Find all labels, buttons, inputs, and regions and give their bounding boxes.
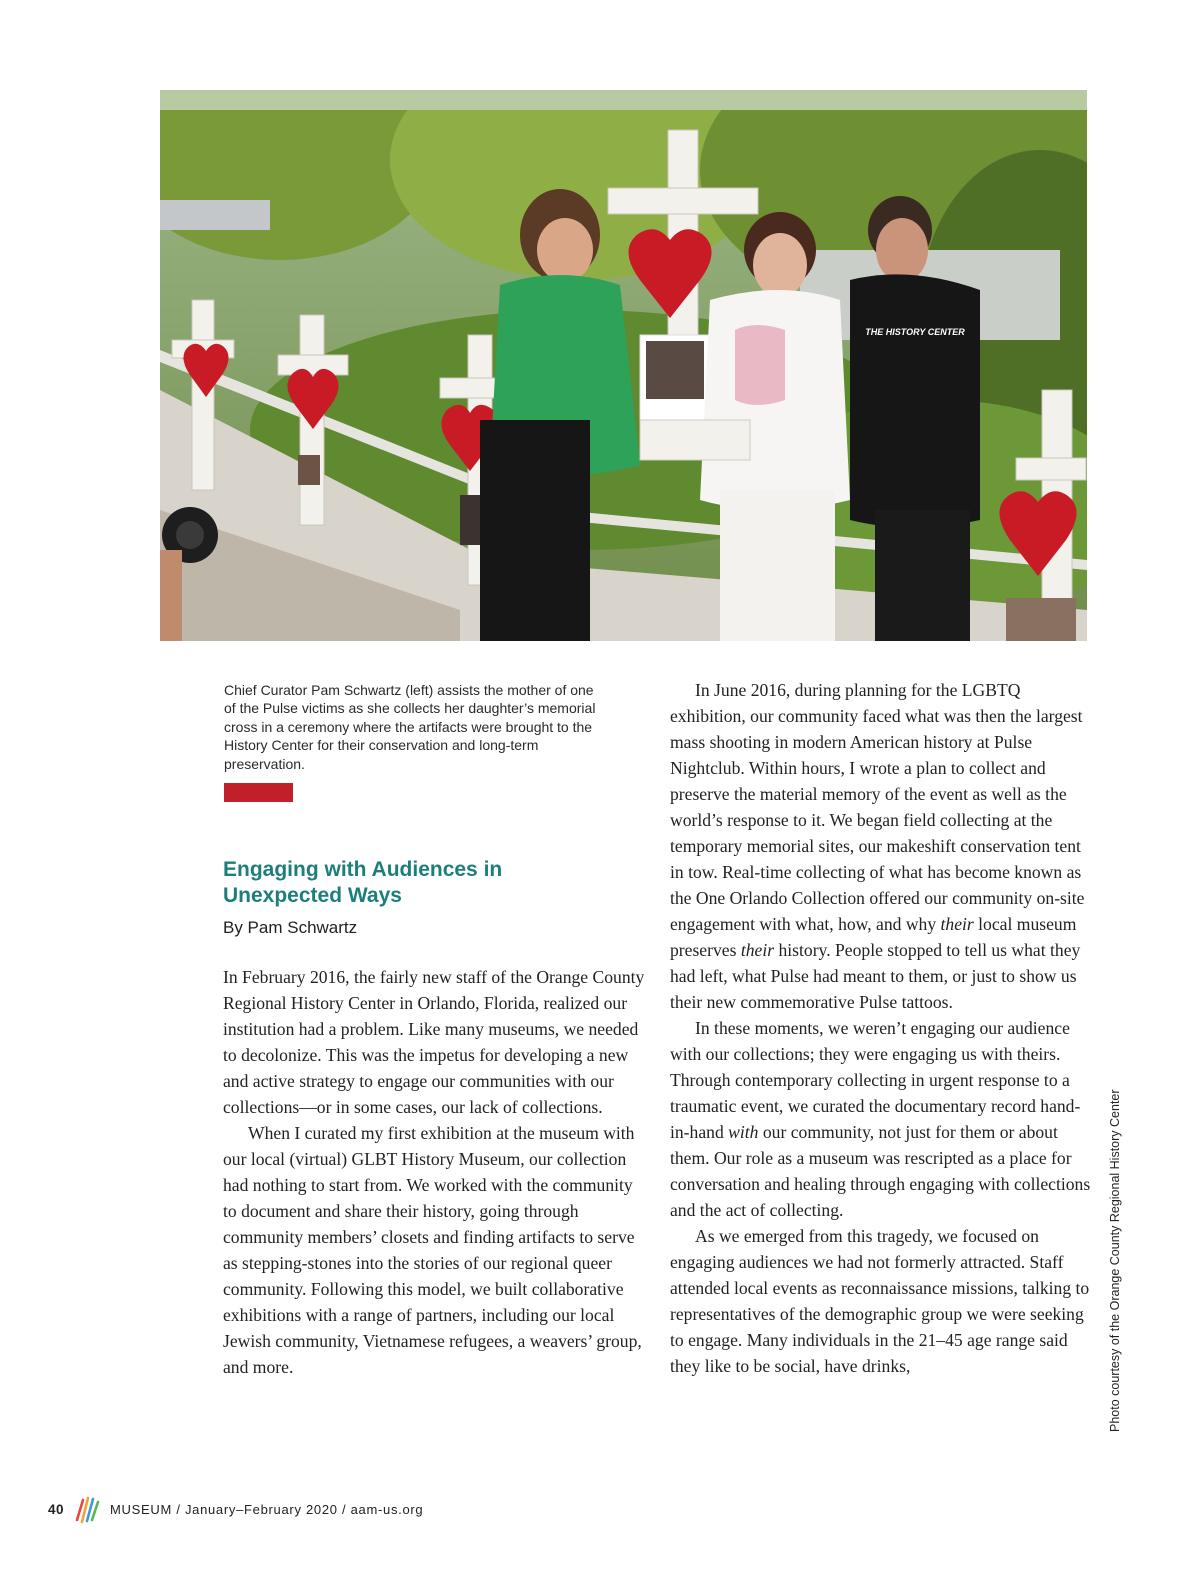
paragraph: When I curated my first exhibition at the museum with our local (virtual) GLBT History Museum, our collection had nothing to start from. We worked with the community to document and share their history, going through community members’ closets and finding artifacts to serve as stepping-stones into the stories of our regional queer community. Following this model, we built collaborative exhibitions with a range of partners, including our local Jewish community, Vietnamese refugees, a weavers’ group, and more. (223, 1123, 642, 1377)
page-footer (48, 1494, 423, 1524)
photo-caption: Chief Curator Pam Schwartz (left) assists the mother of one of the Pulse victims as she collects her daughter’s memorial cross in a ceremony where the artifacts were brought to the History Center for their conservation and long-term preservation. (224, 682, 596, 772)
text-run: our community, not just for them or about them. Our role as a museum was rescripted as a place for conversation and healing through engaging with collections and the act of collecting. (670, 1122, 1091, 1220)
article-byline: By Pam Schwartz (223, 918, 358, 937)
paragraph (670, 677, 1095, 1015)
text-run: history. People stopped to tell us what they had left, what Pulse had meant to them, or just to show us their new commemorative Pulse tattoos. (670, 940, 1081, 1012)
feature-photo (160, 90, 1087, 641)
emphasis: their (940, 914, 974, 934)
photo-credit: Photo courtesy of the Orange County Regional History Center (1108, 1089, 1122, 1432)
emphasis: their (740, 940, 775, 960)
text-run: In June 2016, during planning for the LGBTQ exhibition, our community faced what was then the largest mass shooting in modern American history at Pulse Nightclub. Within hours, I wrote a plan to collect and preserve the material memory of the event as well as the world’s response to it. We began field collecting at the temporary memorial sites, our makeshift conservation tent in tow. Real-time collecting of what has become known as the One Orlando Collection offered our community on-site engagement with what, how, and why (670, 680, 1085, 934)
aam-stripes-logo-icon (74, 1494, 100, 1524)
page-number: 40 (48, 1501, 65, 1517)
article-headline: Engaging with Audiences in Unexpected Ways (223, 858, 503, 907)
shirt-text: THE HISTORY CENTER (865, 327, 965, 337)
accent-bar (224, 783, 293, 802)
emphasis: with (728, 1122, 759, 1142)
paragraph: As we emerged from this tragedy, we focused on engaging audiences we had not formerly attracted. Staff attended local events as reconnaissance missions, talking to representatives of the demographic group we were seeking to engage. Many individuals in the 21–45 age range said they like to be social, have drinks, (670, 1226, 1090, 1376)
footer-magazine-info: MUSEUM / January–February 2020 / aam-us.org (110, 1501, 424, 1517)
paragraph (670, 1015, 1095, 1223)
text-run: local museum preserves (670, 914, 1077, 960)
text-run: In these moments, we weren’t engaging our audience with our collections; they were engaging us with theirs. Through contemporary collecting in urgent response to a traumatic event, we curated the documentary record hand-in-hand (670, 1018, 1081, 1142)
body-column-right (670, 677, 1095, 1379)
body-column-left (223, 964, 647, 1380)
paragraph: In February 2016, the fairly new staff of the Orange County Regional History Center in Orlando, Florida, realized our institution had a problem. Like many museums, we needed to decolonize. This was the impetus for developing a new and active strategy to engage our communities with our collections—or in some cases, our lack of collections. (223, 967, 645, 1117)
